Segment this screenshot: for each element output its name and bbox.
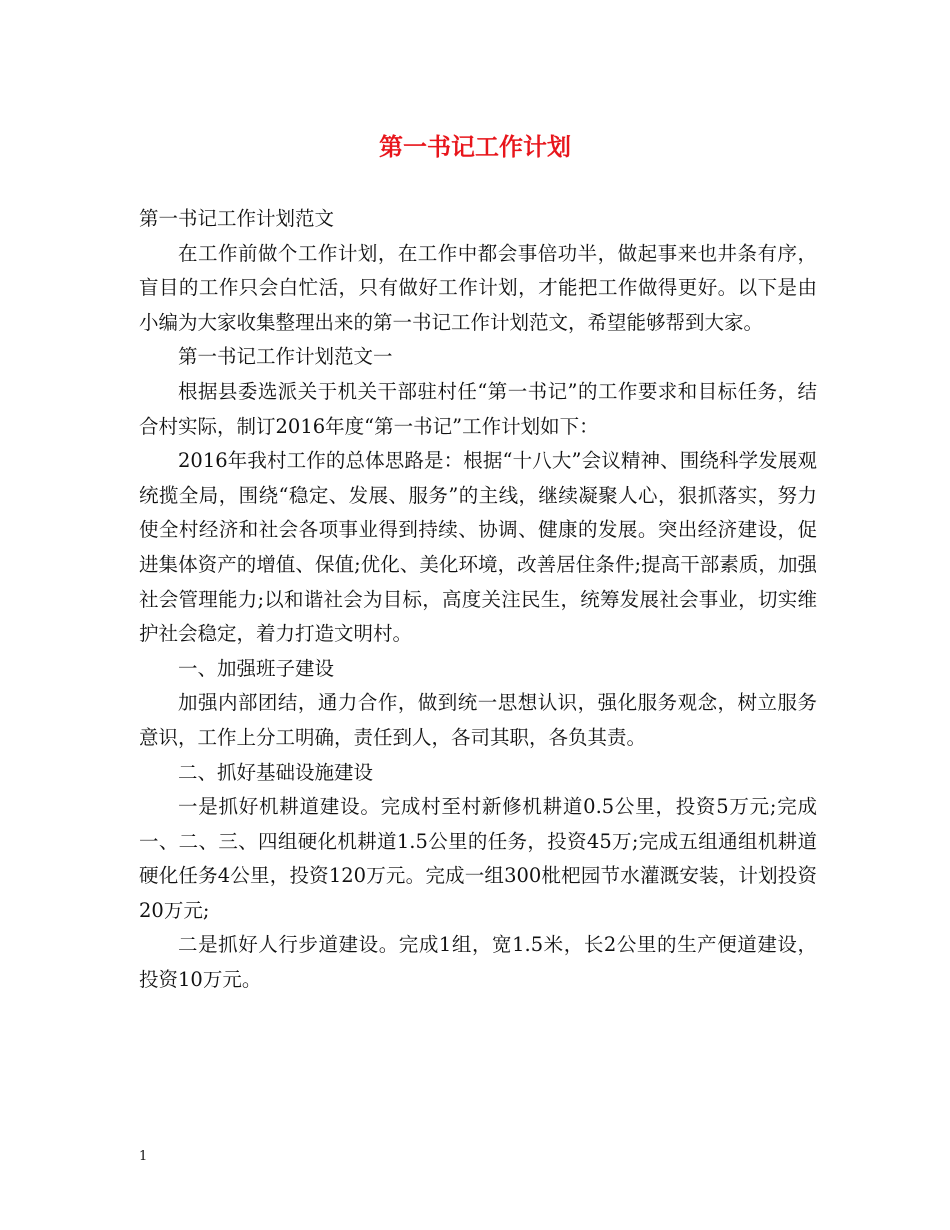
- document-title: 第一书记工作计划: [379, 132, 571, 161]
- section-heading: 一、加强班子建设: [178, 656, 335, 680]
- paragraph: 在工作前做个工作计划，在工作中都会事倍功半，做起事来也井条有序，盲目的工作只会白忙活，只有做好工作计划，才能把工作做得更好。以下是由小编为大家收集整理出来的第一书记工作计划范文，希望能够帮到大家。: [139, 241, 817, 334]
- paragraph: 加强内部团结，通力合作，做到统一思想认识，强化服务观念，树立服务意识，工作上分工明确，责任到人，各司其职，各负其责。: [139, 691, 817, 749]
- section-heading: 二、抓好基础设施建设: [178, 760, 374, 784]
- paragraph: 第一书记工作计划范文一: [178, 345, 393, 369]
- page-number: 1: [139, 1149, 148, 1164]
- paragraph: 根据县委选派关于机关干部驻村任“第一书记”的工作要求和目标任务，结合村实际，制订2016年度“第一书记”工作计划如下：: [139, 379, 817, 438]
- paragraph: 第一书记工作计划范文: [139, 207, 335, 230]
- document-body: [139, 202, 817, 998]
- paragraph: 2016年我村工作的总体思路是：根据“十八大”会议精神、围绕科学发展观统揽全局，围绕“稳定、发展、服务”的主线，继续凝聚人心，狠抓落实，努力使全村经济和社会各项事业得到持续、协调、健康的发展。突出经济建设，促进集体资产的增值、保值;优化、美化环境，改善居住条件;提高干部素质，加强社会管理能力;以和谐社会为目标，高度关注民生，统筹发展社会事业，切实维护社会稳定，着力打造文明村。: [139, 449, 817, 646]
- paragraph: 一是抓好机耕道建设。完成村至村新修机耕道0.5公里，投资5万元;完成一、二、三、四组硬化机耕道1.5公里的任务，投资45万;完成五组通组机耕道硬化任务4公里，投资120万元。完成一组300枇杷园节水灌溉安装，计划投资20万元;: [139, 795, 817, 922]
- paragraph: 二是抓好人行步道建设。完成1组，宽1.5米，长2公里的生产便道建设，投资10万元。: [139, 933, 817, 992]
